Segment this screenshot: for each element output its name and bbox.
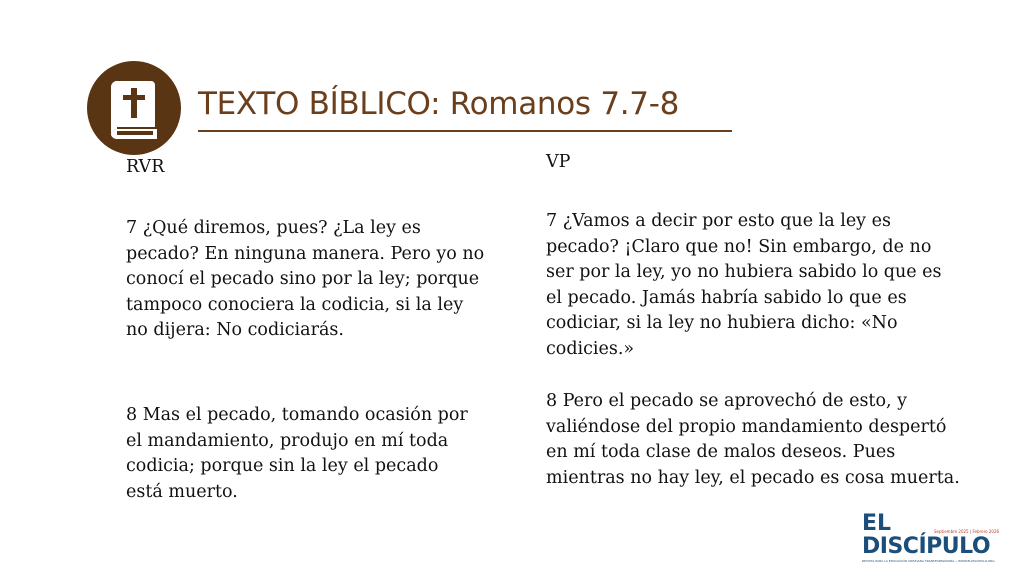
version-label-vp: VP [546, 152, 571, 172]
page-title: TEXTO BÍBLICO: Romanos 7.7-8 [198, 86, 680, 122]
logo-line1: EL [862, 511, 892, 536]
el-discipulo-logo [862, 513, 1012, 563]
bible-glyph [87, 61, 181, 155]
verse-8-rvr: 8 Mas el pecado, tomando ocasión por el mandamiento, produjo en mí toda codicia; porque sin la ley el pecado está muerto. [126, 405, 468, 502]
verse-8-vp: 8 Pero el pecado se aprovechó de esto, y valiéndose del propio mandamiento despertó en mí toda clase de malos deseos. Pues mientras no hay ley, el pecado es cosa muerta. [546, 391, 960, 488]
bible-icon [87, 61, 181, 155]
logo-date: Septiembre 2025 | Febrero 2026 [934, 529, 1000, 534]
version-label-rvr: RVR [126, 157, 165, 177]
title-underline [198, 130, 732, 132]
verse-7-vp: 7 ¿Vamos a decir por esto que la ley es pecado? ¡Claro que no! Sin embargo, de no ser por la ley, yo no hubiera sabido lo que es el pecado. Jamás habría sabido lo que es codiciar, si la ley no hubiera dicho: «No codicies.» [546, 211, 942, 359]
logo-line2: DISCÍPULO [862, 534, 991, 559]
logo-subtitle: REVISTA PARA LA EDUCACIÓN CRISTIANA TRANSFORMADORA • WWW.ELDISCIPULO.ORG [862, 559, 995, 563]
verse-7-rvr: 7 ¿Qué diremos, pues? ¿La ley es pecado? En ninguna manera. Pero yo no conocí el pecado sino por la ley; porque tampoco conociera la codicia, si la ley no dijera: No codiciarás. [126, 218, 485, 340]
